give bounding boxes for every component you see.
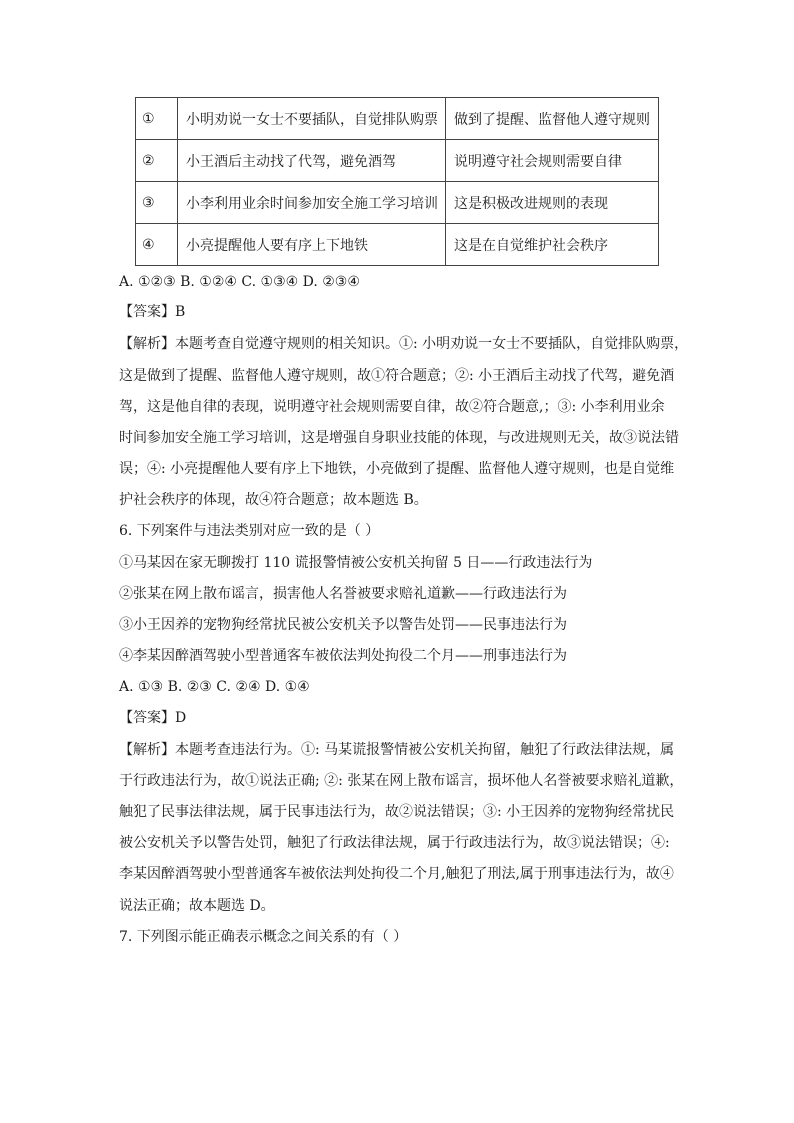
row-evaluation: 这是积极改进规则的表现 — [446, 182, 659, 224]
row-action: 小李利用业余时间参加安全施工学习培训 — [178, 182, 446, 224]
table-row — [136, 140, 659, 182]
row-action: 小亮提醒他人要有序上下地铁 — [178, 224, 446, 266]
row-action: 小王酒后主动找了代驾，避免酒驾 — [178, 140, 446, 182]
q5-options: A. ①②③ B. ①②④ C. ①③④ D. ②③④ — [119, 274, 360, 290]
q5-analysis-line: 这是做到了提醒、监督他人遵守规则，故①符合题意；②: 小王酒后主动找了代驾，避免酒 — [119, 368, 675, 384]
table-row — [136, 224, 659, 266]
q6-analysis-line: 触犯了民事法律法规，属于民事违法行为，故②说法错误；③: 小王因养的宠物狗经常扰民 — [119, 804, 675, 820]
q6-item: ①马某因在家无聊拨打 110 谎报警情被公安机关拘留 5 日——行政违法行为 — [119, 555, 593, 571]
row-number: ③ — [136, 182, 178, 224]
q5-analysis-line: 【解析】本题考查自觉遵守规则的相关知识。①: 小明劝说一女士不要插队，自觉排队购票， — [119, 336, 689, 352]
q6-item: ②张某在网上散布谣言，损害他人名誉被要求赔礼道歉——行政违法行为 — [119, 586, 567, 602]
q6-analysis-line: 于行政违法行为，故①说法正确; ②: 张某在网上散布谣言，损坏他人名誉被要求赔礼道歉， — [119, 773, 684, 789]
row-evaluation: 说明遵守社会规则需要自律 — [446, 140, 659, 182]
row-number: ② — [136, 140, 178, 182]
q5-analysis-line: 驾，这是他自律的表现，说明遵守社会规则需要自律，故②符合题意,；③: 小李利用业余 — [119, 399, 665, 415]
q5-analysis-line: 时间参加安全施工学习培训，这是增强自身职业技能的体现，与改进规则无关，故③说法错 — [119, 430, 679, 446]
row-number: ④ — [136, 224, 178, 266]
q5-analysis-line: 误；④: 小亮提醒他人要有序上下地铁，小亮做到了提醒、监督他人遵守规则，也是自觉维 — [119, 461, 675, 477]
q6-analysis-line: 说法正确；故本题选 D。 — [119, 898, 275, 914]
row-evaluation: 这是在自觉维护社会秩序 — [446, 224, 659, 266]
row-action: 小明劝说一女士不要插队，自觉排队购票 — [178, 98, 446, 140]
q6-analysis-line: 被公安机关予以警告处罚，触犯了行政法律法规，属于行政违法行为，故③说法错误；④: — [119, 835, 670, 851]
q5-answer: 【答案】B — [119, 304, 186, 320]
row-number: ① — [136, 98, 178, 140]
q7-stem: 7. 下列图示能正确表示概念之间关系的有（ ） — [119, 929, 408, 945]
table-row — [136, 182, 659, 224]
q6-options: A. ①③ B. ②③ C. ②④ D. ①④ — [119, 679, 310, 695]
q6-analysis-line: 李某因醉酒驾驶小型普通客车被依法判处拘役二个月,触犯了刑法,属于刑事违法行为，故④ — [119, 866, 674, 882]
q6-analysis-line: 【解析】本题考查违法行为。①: 马某谎报警情被公安机关拘留，触犯了行政法律法规，属 — [119, 742, 675, 758]
statements-table — [135, 97, 659, 266]
row-evaluation: 做到了提醒、监督他人遵守规则 — [446, 98, 659, 140]
q6-item: ③小王因养的宠物狗经常扰民被公安机关予以警告处罚——民事违法行为 — [119, 617, 567, 633]
q6-stem: 6. 下列案件与违法类别对应一致的是（ ） — [119, 523, 380, 539]
q5-analysis-line: 护社会秩序的体现，故④符合题意；故本题选 B。 — [119, 492, 428, 508]
q6-answer: 【答案】D — [119, 710, 187, 726]
q6-item: ④李某因醉酒驾驶小型普通客车被依法判处拘役二个月——刑事违法行为 — [119, 648, 567, 664]
table-row — [136, 98, 659, 140]
